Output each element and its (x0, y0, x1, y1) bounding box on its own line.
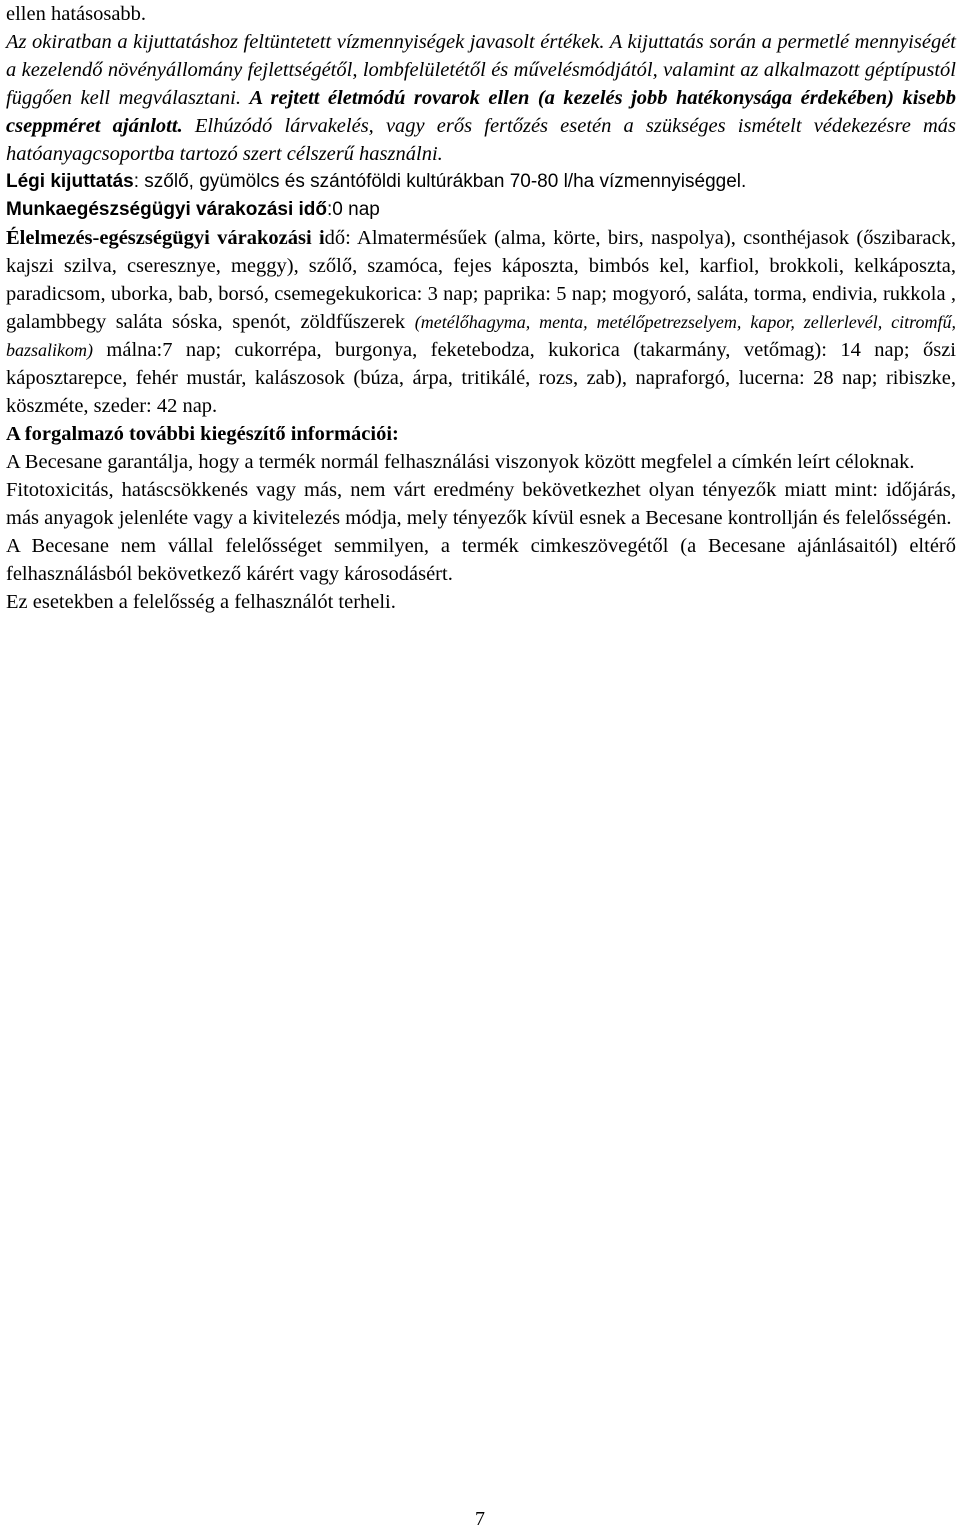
paragraph-food-safety-period (6, 224, 956, 420)
work-safety-text: :0 nap (327, 199, 380, 220)
paragraph-guarantee: A Becesane garantálja, hogy a termék normál felhasználási viszonyok között megfelel a címkén leírt céloknak. (6, 451, 915, 473)
paragraph-continuation: ellen hatásosabb. (6, 3, 147, 25)
paragraph-work-safety-period (6, 196, 956, 224)
bold-italic-text: A rejtett életmódú rovarok ellen (a kezelés jobb hatékonysága érdekében) kisebb cseppméret ajánlott. (6, 87, 956, 137)
food-safety-label: Élelmezés-egészségügyi várakozási i (6, 227, 325, 249)
food-safety-text-2: málna:7 nap; cukorrépa, burgonya, feketebodza, kukorica (takarmány, vetőmag): 14 nap; őszi káposztarepce, fehér mustár, kalászosok (búza, árpa, tritikálé, rozs, zab), napraforgó, lucerna: 28 nap; ribiszke, köszméte, szeder: 42 nap. (6, 339, 956, 417)
document-page (6, 0, 956, 616)
section-heading: A forgalmazó további kiegészítő információi: (6, 423, 399, 445)
italic-text-2: Elhúzódó lárvakelés, vagy erős fertőzés esetén a szükséges ismételt védekezésre más hatóanyagcsoportba tartozó szert célszerű használni. (6, 115, 956, 165)
aerial-label: Légi kijuttatás (6, 171, 134, 192)
page-number: 7 (475, 1508, 485, 1530)
paragraph-user-responsibility: Ez esetekben a felelősség a felhasználót terheli. (6, 591, 396, 613)
herbs-list: (metélőhagyma, menta, metélőpetrezselyem, kapor, zellerlevél, citromfű, bazsalikom) (6, 312, 957, 360)
paragraph-water-volume (6, 28, 956, 168)
italic-text: Az okiratban a kijuttatáshoz feltüntetett vízmennyiségek javasolt értékek. A kijuttatás során a permetlé mennyiségét a kezelendő növényállomány fejlettségétől, lombfelületétől és művelésmódjától, valamint az alkalmazott géptípustól függően kell megválasztani. (6, 31, 956, 109)
aerial-text: : szőlő, gyümölcs és szántóföldi kultúrákban 70-80 l/ha vízmennyiséggel. (133, 171, 747, 192)
paragraph-aerial-application (6, 168, 956, 196)
food-safety-text: dő: Almatermésűek (alma, körte, birs, naspolya), csonthéjasok (őszibarack, kajszi szilva, cseresznye, meggy), szőlő, szamóca, fejes káposzta, bimbós kel, karfiol, brokkoli, kelkáposzta, paradicsom, uborka, bab, borsó, csemegekukorica: 3 nap; paprika: 5 nap; mogyoró, saláta, torma, endivia, rukkola , galambbegy saláta sóska, spenót, zöldfűszerek (6, 227, 956, 333)
paragraph-phytotoxicity: Fitotoxicitás, hatáscsökkenés vagy más, nem várt eredmény bekövetkezhet olyan tényezők miatt mint: időjárás, más anyagok jelenléte vagy a kivitelezés módja, mely tényezők kívül esnek a Becesane kontrollján és felelősségén. (6, 479, 956, 529)
work-safety-label: Munkaegészségügyi várakozási idő (6, 199, 328, 220)
paragraph-liability: A Becesane nem vállal felelősséget semmilyen, a termék cimkeszövegétől (a Becesane ajánlásaitól) eltérő felhasználásból bekövetkező kárért vagy károsodásért. (6, 535, 956, 585)
